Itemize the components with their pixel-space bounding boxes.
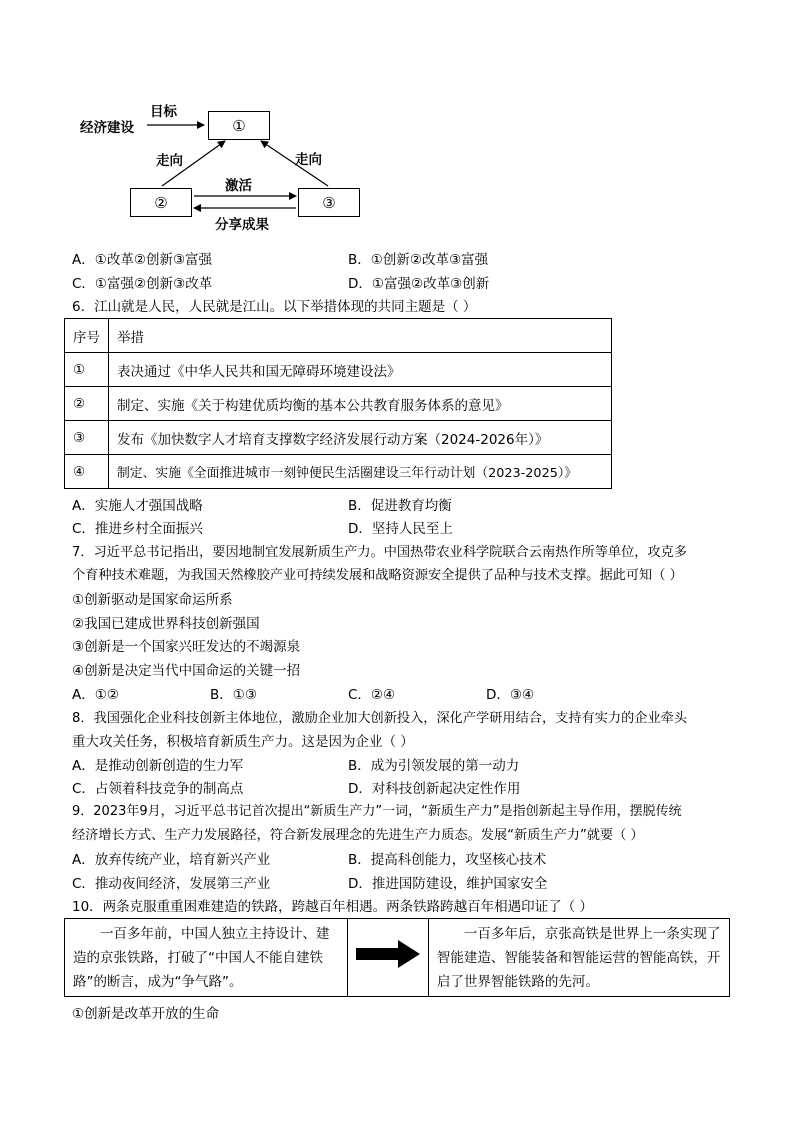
table-row [65, 387, 612, 421]
q9-stem-line2: 经济增长方式、生产力发展路径，符合新发展理念的先进生产力质态。发展“新质生产力”就要（ ） [72, 828, 644, 843]
q5-option-d: D．①富强②改革③创新 [348, 276, 490, 292]
table-cell: 发布《加快数字人才培育支撑数字经济发展行动方案（2024-2026年）》 [109, 421, 612, 455]
q7-item-1: ①创新驱动是国家命运所系 [72, 592, 233, 608]
arrow-mid-bottom-label: 分享成果 [215, 217, 269, 233]
q6-option-b: B．促进教育均衡 [348, 498, 452, 514]
arrow-left-label: 走向 [156, 153, 183, 169]
q5-option-b: B．①创新②改革③富强 [348, 252, 489, 268]
q10-right-cell [428, 919, 729, 997]
q8-stem-line1: 8．我国强化企业科技创新主体地位，激励企业加大创新投入，深化产学研用结合，支持有实力的企业牵头 [72, 711, 688, 726]
q6-option-c: C．推进乡村全面振兴 [72, 521, 203, 537]
q7-option-b: B．①③ [210, 687, 257, 703]
table-cell: ② [65, 387, 109, 421]
q10-table [64, 918, 730, 997]
q8-option-b: B．成为引领发展的第一动力 [348, 758, 520, 774]
q10-left-text: 一百多年前，中国人独立主持设计、建造的京张铁路，打破了“中国人不能自建铁路”的断言，成为“争气路”。 [73, 926, 330, 990]
target-label: 目标 [150, 104, 177, 120]
box-2-label: ② [154, 193, 168, 212]
q10-stem: 10．两条克服重重困难建造的铁路，跨越百年相遇。两条铁路跨越百年相遇印证了（ ） [72, 899, 593, 915]
table-cell: 制定、实施《全面推进城市一刻钟便民生活圈建设三年行动计划（2023-2025）》 [109, 455, 612, 489]
q7-item-2: ②我国已建成世界科技创新强国 [72, 616, 260, 632]
right-arrow-icon [354, 939, 422, 969]
q5-option-a: A．①改革②创新③富强 [72, 252, 213, 268]
q10-right-text: 一百多年后，京张高铁是世界上一条实现了智能建造、智能装备和智能运营的智能高铁，开启了世界智能铁路的先河。 [436, 926, 721, 990]
q6-table [64, 318, 612, 489]
q7-option-c: C．②④ [348, 687, 396, 703]
box-2 [130, 188, 192, 217]
q7-stem-line1: 7．习近平总书记指出，要因地制宜发展新质生产力。中国热带农业科学院联合云南热作所等单位，攻克多 [72, 545, 688, 560]
arrow-mid-top-label: 激活 [225, 178, 252, 194]
table-row [65, 353, 612, 387]
q9-stem-line1: 9．2023年9月，习近平总书记首次提出“新质生产力”一词，“新质生产力”是指创新起主导作用，摆脱传统 [72, 804, 682, 819]
table-cell: 制定、实施《关于构建优质均衡的基本公共教育服务体系的意见》 [109, 387, 612, 421]
q10-item-1: ①创新是改革开放的生命 [72, 1006, 220, 1022]
table-row [65, 421, 612, 455]
q7-option-a: A．①② [72, 687, 119, 703]
q9-option-c: C．推动夜间经济，发展第三产业 [72, 876, 271, 892]
q10-arrow-cell [347, 919, 428, 997]
q7-item-3: ③创新是一个国家兴旺发达的不竭源泉 [72, 639, 301, 655]
q8-option-a: A．是推动创新创造的生力军 [72, 758, 244, 774]
table-cell: ④ [65, 455, 109, 489]
q6-option-d: D．坚持人民至上 [348, 521, 453, 537]
box-1-label: ① [232, 116, 246, 135]
box-3 [298, 188, 360, 217]
box-1 [208, 111, 270, 140]
q9-option-b: B．提高科创能力，攻坚核心技术 [348, 852, 547, 868]
q9-option-a: A．放弃传统产业，培育新兴产业 [72, 852, 271, 868]
table-row [65, 455, 612, 489]
table-header-cell: 举措 [109, 319, 612, 353]
box-3-label: ③ [322, 193, 336, 212]
table-cell: ① [65, 353, 109, 387]
table-header-cell: 序号 [65, 319, 109, 353]
q8-option-c: C．占领着科技竞争的制高点 [72, 781, 244, 797]
table-cell: ③ [65, 421, 109, 455]
table-cell: 表决通过《中华人民共和国无障碍环境建设法》 [109, 353, 612, 387]
q6-option-a: A．实施人才强国战略 [72, 498, 203, 514]
q6-stem: 6．江山就是人民，人民就是江山。以下举措体现的共同主题是（ ） [72, 299, 477, 315]
q7-item-4: ④创新是决定当代中国命运的关键一招 [72, 663, 301, 679]
q7-stem-line2: 个育种技术难题，为我国天然橡胶产业可持续发展和战略资源安全提供了品种与技术支撑。据此可知（ ） [72, 568, 683, 583]
q8-stem-line2: 重大攻关任务，积极培育新质生产力。这是因为企业（ ） [72, 734, 414, 750]
q5-option-c: C．①富强②创新③改革 [72, 276, 213, 292]
table-header-row [65, 319, 612, 353]
table-row [65, 919, 730, 997]
q9-option-d: D．推进国防建设，维护国家安全 [348, 876, 548, 892]
q8-option-d: D．对科技创新起决定性作用 [348, 781, 521, 797]
q10-left-cell [65, 919, 348, 997]
left-label: 经济建设 [80, 120, 134, 136]
arrow-right-label: 走向 [295, 152, 322, 168]
q7-option-d: D．③④ [486, 687, 535, 703]
